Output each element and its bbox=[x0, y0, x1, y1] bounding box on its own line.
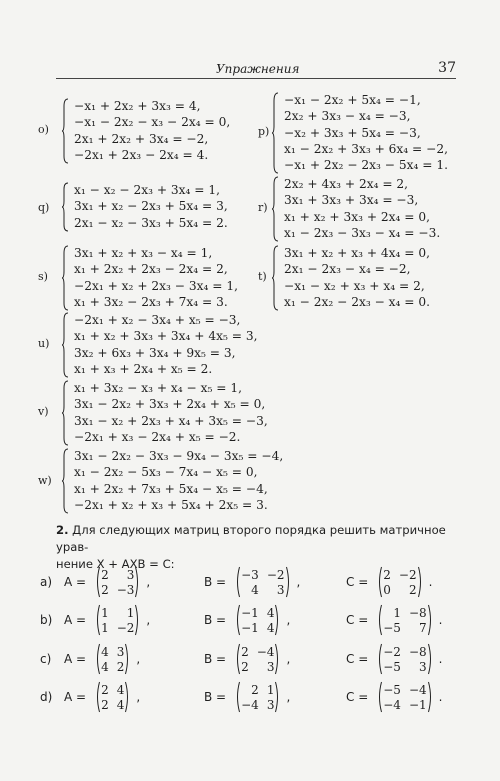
system-label: v) bbox=[38, 405, 49, 418]
matrix-entry: 2 bbox=[383, 567, 391, 582]
system-label: s) bbox=[38, 270, 48, 283]
matrix-entry: 2 bbox=[408, 582, 417, 597]
left-brace-icon bbox=[272, 176, 279, 242]
matrix bbox=[95, 681, 130, 713]
matrix-entries bbox=[382, 645, 427, 674]
equation: −x₂ + 3x₃ + 5x₄ = −3, bbox=[284, 125, 421, 140]
matrix-entry: −1 bbox=[408, 697, 427, 712]
punctuation: , bbox=[136, 690, 141, 704]
equation-system bbox=[62, 182, 252, 232]
equation: 3x₁ + x₂ + x₃ − x₄ = 1, bbox=[74, 246, 213, 260]
matrix-entry: 2 bbox=[101, 567, 109, 582]
matrix-entry: −4 bbox=[383, 697, 401, 712]
matrix bbox=[377, 681, 432, 713]
punctuation: , bbox=[286, 613, 291, 627]
matrix-entry: −8 bbox=[408, 644, 427, 659]
matrix-row bbox=[40, 603, 460, 637]
equation: x₁ + 3x₂ − 2x₃ + 7x₄ = 3. bbox=[74, 294, 228, 309]
punctuation: , bbox=[146, 575, 151, 589]
equation-system bbox=[272, 176, 457, 242]
equation: 3x₁ − 2x₂ + 3x₃ + 2x₄ + x₅ = 0, bbox=[74, 397, 266, 412]
equation-system bbox=[272, 245, 457, 311]
equation-system bbox=[62, 245, 252, 311]
matrix-row bbox=[40, 642, 460, 676]
system-label: o) bbox=[38, 123, 49, 136]
matrix bbox=[235, 681, 280, 713]
equation: 3x₁ + 3x₃ + 3x₄ = −3, bbox=[284, 193, 419, 208]
equation-lines bbox=[74, 380, 268, 445]
punctuation: . bbox=[438, 613, 443, 627]
system-label: u) bbox=[38, 337, 50, 350]
matrix-entry: −8 bbox=[408, 605, 427, 620]
equation: 3x₁ + x₂ − 2x₃ + 5x₄ = 3, bbox=[74, 199, 228, 214]
right-paren-icon bbox=[418, 566, 423, 598]
matrix-entry: 2 bbox=[101, 697, 109, 712]
matrix-entry: −5 bbox=[383, 659, 401, 674]
matrix-name: B = bbox=[204, 690, 227, 704]
matrix-name: B = bbox=[204, 652, 227, 666]
matrix-entry: 4 bbox=[116, 682, 125, 697]
equation: −2x₁ + 2x₃ − 2x₄ = 4. bbox=[74, 147, 209, 162]
page-number: 37 bbox=[438, 60, 456, 76]
task-text-line-1: Для следующих матриц второго порядка решить матричное урав- bbox=[56, 523, 446, 554]
equation: x₁ + 3x₂ − x₃ + x₄ − x₅ = 1, bbox=[74, 381, 242, 395]
matrix-entry: −2 bbox=[398, 567, 417, 582]
matrix-b-definition bbox=[204, 642, 290, 676]
equation-system bbox=[62, 98, 252, 164]
matrix-entry: 3 bbox=[276, 582, 285, 597]
matrix bbox=[377, 566, 422, 598]
row-label: c) bbox=[40, 652, 52, 666]
matrix-entry: 2 bbox=[241, 644, 249, 659]
punctuation: . bbox=[438, 690, 443, 704]
equation: 2x₂ + 4x₃ + 2x₄ = 2, bbox=[284, 177, 409, 191]
equation: x₁ + 2x₂ + 7x₃ + 5x₄ − x₅ = −4, bbox=[74, 481, 268, 496]
matrix-entry: 0 bbox=[383, 582, 391, 597]
matrix-entry: 4 bbox=[266, 620, 275, 635]
equation: x₁ − x₂ − 2x₃ + 3x₄ = 1, bbox=[74, 183, 221, 197]
row-label: d) bbox=[40, 690, 53, 704]
equation: x₁ + x₂ + 3x₃ + 3x₄ + 4x₅ = 3, bbox=[74, 329, 258, 344]
equation: 3x₁ + x₂ + x₃ + 4x₄ = 0, bbox=[284, 246, 431, 260]
matrix-row bbox=[40, 565, 460, 599]
left-brace-icon bbox=[62, 312, 69, 378]
right-paren-icon bbox=[275, 681, 280, 713]
matrix-name: A = bbox=[64, 575, 87, 589]
equation-system bbox=[62, 448, 302, 514]
left-brace-icon bbox=[62, 448, 69, 514]
matrix-entries bbox=[100, 568, 135, 597]
matrix bbox=[95, 643, 130, 675]
matrix-name: A = bbox=[64, 613, 87, 627]
matrix-entry: −1 bbox=[241, 620, 259, 635]
matrix-entry: 3 bbox=[419, 659, 427, 674]
matrix-name: C = bbox=[346, 690, 369, 704]
right-paren-icon bbox=[286, 566, 291, 598]
matrix-entry: 4 bbox=[116, 697, 125, 712]
matrix-a-definition bbox=[64, 680, 140, 714]
equation: −2x₁ + x₂ + 2x₃ − 3x₄ = 1, bbox=[74, 278, 238, 293]
matrix bbox=[377, 643, 432, 675]
matrix-entry: −5 bbox=[383, 682, 401, 697]
equation: 2x₁ − 2x₃ − x₄ = −2, bbox=[284, 262, 411, 277]
system-label: r) bbox=[258, 201, 268, 214]
matrix-c-definition bbox=[346, 565, 432, 599]
matrix-c-definition bbox=[346, 603, 442, 637]
right-paren-icon bbox=[135, 604, 140, 636]
matrix-entries bbox=[382, 568, 417, 597]
matrix-c-definition bbox=[346, 680, 442, 714]
matrix-entry: 2 bbox=[116, 659, 125, 674]
matrix-entry: 3 bbox=[266, 697, 275, 712]
matrix-entry: −2 bbox=[266, 567, 285, 582]
matrix-c-definition bbox=[346, 642, 442, 676]
matrix-a-definition bbox=[64, 642, 140, 676]
punctuation: . bbox=[438, 652, 443, 666]
equation: −x₁ − 2x₂ + 5x₄ = −1, bbox=[284, 93, 421, 107]
matrix-entries bbox=[382, 606, 427, 635]
punctuation: , bbox=[296, 575, 301, 589]
matrix-entry: −5 bbox=[383, 620, 401, 635]
matrix-entry: −1 bbox=[241, 605, 259, 620]
running-header bbox=[56, 60, 456, 79]
matrix-name: C = bbox=[346, 613, 369, 627]
equation-lines bbox=[74, 245, 238, 310]
equation: 2x₁ − x₂ − 3x₃ + 5x₄ = 2. bbox=[74, 215, 228, 230]
equation: −x₁ − x₂ + x₃ + x₄ = 2, bbox=[284, 278, 425, 293]
matrix bbox=[235, 566, 290, 598]
right-paren-icon bbox=[135, 566, 140, 598]
left-brace-icon bbox=[62, 98, 69, 164]
matrix-entry: 1 bbox=[393, 605, 401, 620]
header-title: Упражнения bbox=[216, 62, 300, 76]
equation-lines bbox=[74, 312, 258, 377]
equation: 3x₁ − 2x₂ − 3x₃ − 9x₄ − 3x₅ = −4, bbox=[74, 449, 284, 463]
equation: −x₁ + 2x₂ + 3x₃ = 4, bbox=[74, 99, 201, 113]
punctuation: , bbox=[146, 613, 151, 627]
equation: x₁ + 2x₂ + 2x₃ − 2x₄ = 2, bbox=[74, 262, 228, 277]
matrix-name: A = bbox=[64, 690, 87, 704]
equation: x₁ − 2x₂ − 2x₃ − x₄ = 0. bbox=[284, 294, 431, 309]
matrix-entry: 3 bbox=[116, 644, 125, 659]
matrix-entry: −4 bbox=[256, 644, 275, 659]
task-text-line-2: нение X + AXB = C: bbox=[56, 557, 175, 571]
matrix-entries bbox=[100, 683, 125, 712]
matrix bbox=[377, 604, 432, 636]
equation: 2x₂ + 3x₃ − x₄ = −3, bbox=[284, 109, 411, 124]
matrix-row bbox=[40, 680, 460, 714]
matrix-entries bbox=[240, 568, 285, 597]
matrix-entries bbox=[382, 683, 427, 712]
system-label: t) bbox=[258, 270, 267, 283]
matrix-entry: 2 bbox=[101, 582, 109, 597]
right-paren-icon bbox=[275, 643, 280, 675]
system-label: w) bbox=[38, 474, 52, 487]
matrix-entries bbox=[100, 606, 135, 635]
matrix-entry: 2 bbox=[101, 682, 109, 697]
matrix-entry: −4 bbox=[408, 682, 427, 697]
matrix-name: B = bbox=[204, 575, 227, 589]
equation-lines bbox=[284, 92, 448, 173]
row-label: b) bbox=[40, 613, 53, 627]
equation: −2x₁ + x₃ − 2x₄ + x₅ = −2. bbox=[74, 429, 241, 444]
matrix-entries bbox=[240, 606, 275, 635]
equation-lines bbox=[284, 245, 430, 310]
equation-lines bbox=[284, 176, 440, 241]
equation-lines bbox=[74, 182, 228, 231]
matrix-entry: −3 bbox=[116, 582, 135, 597]
matrix-entry: 1 bbox=[101, 620, 109, 635]
punctuation: . bbox=[428, 575, 433, 589]
matrix-name: C = bbox=[346, 575, 369, 589]
matrix-entry: −2 bbox=[116, 620, 135, 635]
matrix-entry: 3 bbox=[126, 567, 135, 582]
system-label: q) bbox=[38, 201, 50, 214]
matrix-entry: 4 bbox=[101, 644, 109, 659]
matrix-entry: −4 bbox=[241, 697, 259, 712]
right-paren-icon bbox=[428, 604, 433, 636]
matrix-entries bbox=[100, 645, 125, 674]
punctuation: , bbox=[286, 652, 291, 666]
equation: 3x₂ + 6x₃ + 3x₄ + 9x₅ = 3, bbox=[74, 345, 236, 360]
matrix-entry: 1 bbox=[266, 682, 275, 697]
matrix-entry: 7 bbox=[419, 620, 427, 635]
matrix-name: B = bbox=[204, 613, 227, 627]
equation: x₁ + x₃ + 2x₄ + x₅ = 2. bbox=[74, 361, 213, 376]
matrix-entry: 2 bbox=[241, 659, 249, 674]
punctuation: , bbox=[136, 652, 141, 666]
matrix-entry: 4 bbox=[251, 582, 259, 597]
left-brace-icon bbox=[62, 380, 69, 446]
row-label: a) bbox=[40, 575, 53, 589]
right-paren-icon bbox=[125, 681, 130, 713]
equation: 3x₁ − x₂ + 2x₃ + x₄ + 3x₅ = −3, bbox=[74, 413, 268, 428]
matrix bbox=[95, 604, 140, 636]
matrix-name: C = bbox=[346, 652, 369, 666]
task-number: 2. bbox=[56, 523, 69, 537]
equation-system bbox=[272, 92, 457, 174]
equation: −x₁ − 2x₂ − x₃ − 2x₄ = 0, bbox=[74, 115, 231, 130]
left-brace-icon bbox=[272, 92, 279, 174]
equation: x₁ − 2x₂ − 5x₃ − 7x₄ − x₅ = 0, bbox=[74, 465, 258, 480]
matrix-entries bbox=[240, 683, 275, 712]
right-paren-icon bbox=[428, 643, 433, 675]
matrix-entry: 1 bbox=[101, 605, 109, 620]
matrix-name: A = bbox=[64, 652, 87, 666]
system-label: p) bbox=[258, 125, 270, 138]
matrix-b-definition bbox=[204, 603, 290, 637]
matrix-entry: −2 bbox=[383, 644, 401, 659]
matrix-entry: 1 bbox=[126, 605, 135, 620]
left-brace-icon bbox=[62, 182, 69, 232]
matrix-b-definition bbox=[204, 565, 300, 599]
equation-system bbox=[62, 380, 282, 446]
matrix-entry: 3 bbox=[266, 659, 275, 674]
matrix-entry: 2 bbox=[251, 682, 259, 697]
matrix-entries bbox=[240, 645, 275, 674]
matrix-entry: −3 bbox=[241, 567, 259, 582]
equation: x₁ − 2x₂ + 3x₃ + 6x₄ = −2, bbox=[284, 141, 448, 156]
matrix bbox=[235, 643, 280, 675]
equation-lines bbox=[74, 448, 283, 513]
equation-lines bbox=[74, 98, 230, 163]
matrix-entry: 4 bbox=[101, 659, 109, 674]
equation: −2x₁ + x₂ + x₃ + 5x₄ + 2x₅ = 3. bbox=[74, 497, 268, 512]
equation: x₁ − 2x₃ − 3x₃ − x₄ = −3. bbox=[284, 225, 441, 240]
equation: x₁ + x₂ + 3x₃ + 2x₄ = 0, bbox=[284, 209, 431, 224]
punctuation: , bbox=[286, 690, 291, 704]
matrix-entry: 4 bbox=[266, 605, 275, 620]
matrix bbox=[95, 566, 140, 598]
equation: 2x₁ + 2x₂ + 3x₄ = −2, bbox=[74, 131, 209, 146]
right-paren-icon bbox=[125, 643, 130, 675]
matrix-a-definition bbox=[64, 565, 150, 599]
matrix-b-definition bbox=[204, 680, 290, 714]
equation-system bbox=[62, 312, 272, 378]
equation: −x₁ + 2x₂ − 2x₃ − 5x₄ = 1. bbox=[284, 158, 448, 173]
right-paren-icon bbox=[428, 681, 433, 713]
left-brace-icon bbox=[272, 245, 279, 311]
right-paren-icon bbox=[275, 604, 280, 636]
matrix bbox=[235, 604, 280, 636]
matrix-a-definition bbox=[64, 603, 150, 637]
equation: −2x₁ + x₂ − 3x₄ + x₅ = −3, bbox=[74, 313, 241, 327]
left-brace-icon bbox=[62, 245, 69, 311]
